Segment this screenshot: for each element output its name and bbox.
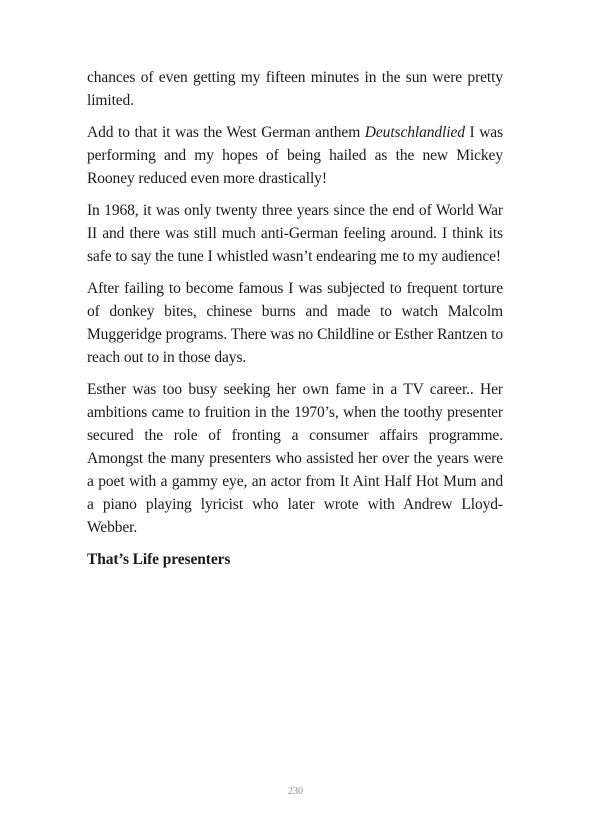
paragraph-2-start: Add to that it was the West German anthem (87, 124, 365, 141)
paragraph-2-end: I was performing and my hopes of being hailed as the new Mickey Rooney reduced even more drastically! (87, 124, 503, 187)
paragraph-4: After failing to become famous I was subjected to frequent torture of donkey bites, chinese burns and made to watch Malcolm Muggeridge programs. There was no Childline or Esther Rantzen to reach out to in those days. (87, 280, 503, 366)
paragraph-3: In 1968, it was only twenty three years since the end of World War II and there was still much anti-German feeling around. I think its safe to say the tune I whistled wasn’t endearing me to my audience! (87, 202, 503, 265)
anthem-title: Deutschlandlied (364, 124, 465, 141)
paragraph-5: Esther was too busy seeking her own fame in a TV career.. Her ambitions came to fruition in the 1970’s, when the toothy presenter secured the role of fronting a consumer affairs programme. Amongst the many presenters who assisted her over the years were a poet with a gammy eye, an actor from It Aint Half Hot Mum and a piano playing lyricist who later wrote with Andrew Lloyd-Webber. (87, 381, 503, 536)
page-number: 230 (288, 786, 303, 797)
section-heading: That’s Life presenters (87, 551, 231, 568)
body-text (87, 66, 503, 580)
paragraph-2 (87, 121, 503, 190)
paragraph-1: chances of even getting my fifteen minutes in the sun were pretty limited. (87, 69, 503, 109)
